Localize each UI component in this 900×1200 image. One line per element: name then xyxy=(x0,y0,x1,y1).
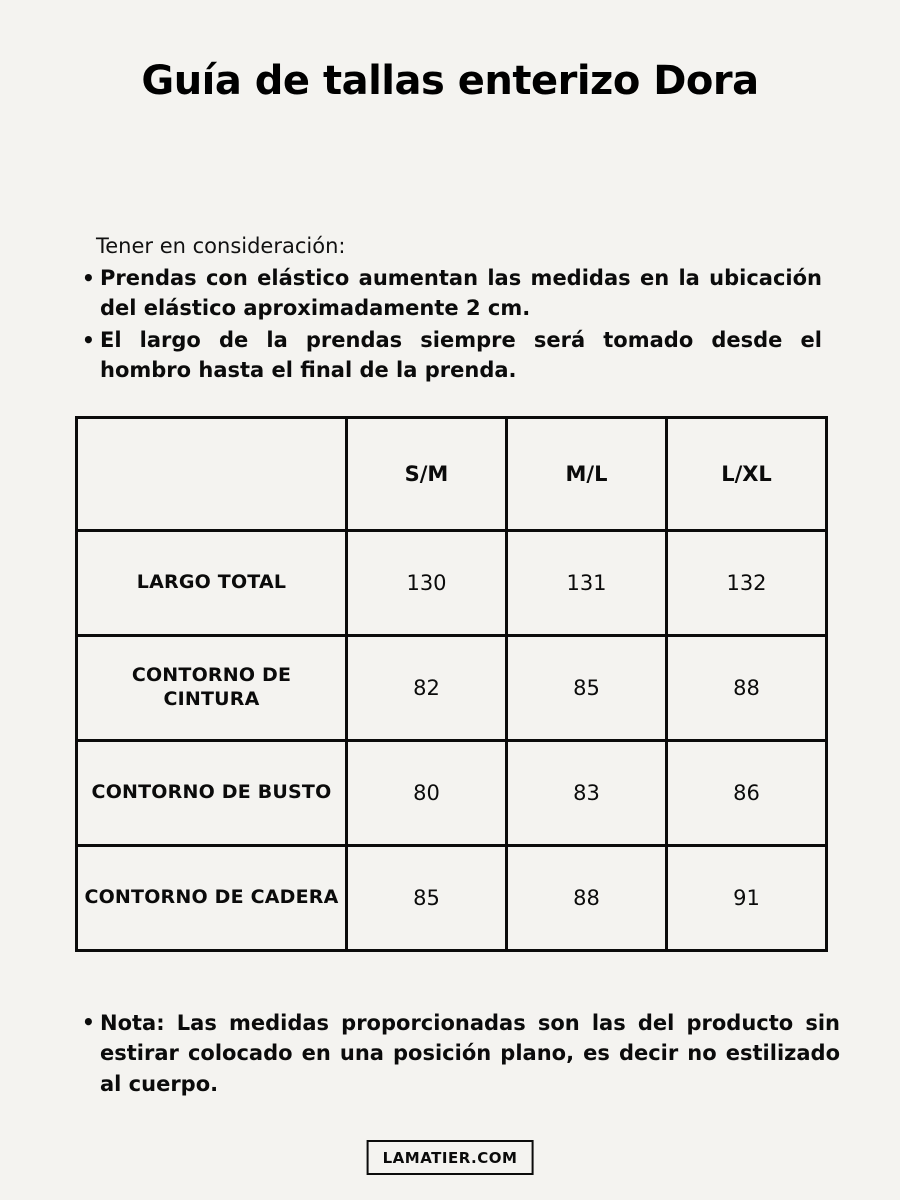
column-header-ml: M/L xyxy=(507,417,667,530)
list-item: • El largo de la prendas siempre será tomado desde el hombro hasta el final de la prenda. xyxy=(78,326,822,386)
table-corner-cell xyxy=(77,417,347,530)
column-header-lxl: L/XL xyxy=(667,417,827,530)
cell-value: 86 xyxy=(667,740,827,845)
list-item: • Prendas con elástico aumentan las medidas en la ubicación del elástico aproximadamente 2 cm. xyxy=(78,264,822,324)
row-label: LARGO TOTAL xyxy=(77,530,347,635)
cell-value: 85 xyxy=(347,845,507,950)
considerations-block xyxy=(0,104,900,386)
cell-value: 88 xyxy=(507,845,667,950)
considerations-list xyxy=(78,264,822,385)
brand-badge: LAMATIER.COM xyxy=(367,1140,534,1175)
considerations-intro: Tener en consideración: xyxy=(96,234,346,258)
page-title: Guía de tallas enterizo Dora xyxy=(141,58,759,104)
row-label: CONTORNO DE CADERA xyxy=(77,845,347,950)
table-header xyxy=(77,417,827,530)
footnote xyxy=(78,1008,840,1099)
cell-value: 91 xyxy=(667,845,827,950)
column-header-sm: S/M xyxy=(347,417,507,530)
size-table-container xyxy=(0,388,900,952)
cell-value: 131 xyxy=(507,530,667,635)
cell-value: 80 xyxy=(347,740,507,845)
row-label: CONTORNO DE BUSTO xyxy=(77,740,347,845)
table-body xyxy=(77,530,827,950)
cell-value: 83 xyxy=(507,740,667,845)
cell-value: 130 xyxy=(347,530,507,635)
table-row xyxy=(77,635,827,740)
footnote-label: Nota: xyxy=(100,1011,165,1035)
size-table xyxy=(75,416,828,952)
table-row xyxy=(77,740,827,845)
footnote-text: Las medidas proporcionadas son las del producto sin estirar colocado en una posición plano, es decir no estilizado al cuerpo. xyxy=(100,1011,840,1096)
cell-value: 132 xyxy=(667,530,827,635)
table-row xyxy=(77,530,827,635)
row-label: CONTORNO DE CINTURA xyxy=(77,635,347,740)
cell-value: 88 xyxy=(667,635,827,740)
table-row xyxy=(77,845,827,950)
cell-value: 85 xyxy=(507,635,667,740)
cell-value: 82 xyxy=(347,635,507,740)
table-header-row xyxy=(77,417,827,530)
